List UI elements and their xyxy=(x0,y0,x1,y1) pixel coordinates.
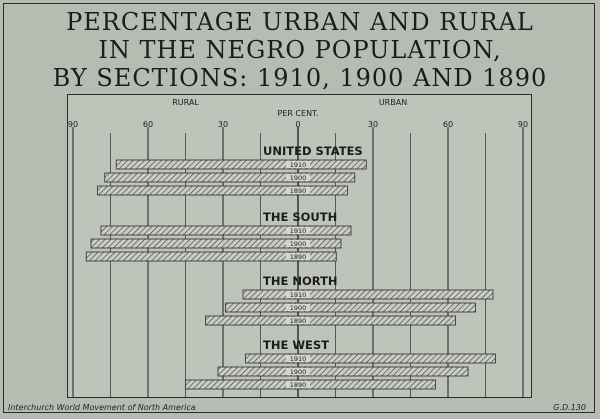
bar-year-label: 1890 xyxy=(289,187,307,196)
tick-label: 0 xyxy=(295,120,301,129)
bar-year-label: 1900 xyxy=(289,174,307,183)
rural-label: RURAL xyxy=(172,98,199,107)
bar xyxy=(243,290,493,299)
title-line-2: IN THE NEGRO POPULATION, xyxy=(98,36,502,64)
bar-year-label: 1890 xyxy=(289,381,307,390)
chart-code: G.D.130 xyxy=(553,403,586,412)
group-label: THE NORTH xyxy=(263,274,338,288)
tick-label: 90 xyxy=(517,120,529,129)
bar-year-label: 1910 xyxy=(289,161,307,170)
urban-label: URBAN xyxy=(378,98,408,107)
bar-year-label: 1890 xyxy=(289,253,307,262)
bar-year-label: 1910 xyxy=(289,291,307,300)
bar xyxy=(246,354,496,363)
bar xyxy=(186,380,436,389)
bar xyxy=(105,173,355,182)
per-cent-label: PER CENT. xyxy=(277,109,319,118)
bar-year-label: 1910 xyxy=(289,355,307,364)
group-label: THE WEST xyxy=(263,338,329,352)
plot-area xyxy=(67,94,532,398)
bar-year-label: 1900 xyxy=(289,368,307,377)
tick-label: 60 xyxy=(142,120,154,129)
group-label: THE SOUTH xyxy=(263,210,338,224)
bar-year-label: 1910 xyxy=(289,227,307,236)
bar-year-label: 1900 xyxy=(289,304,307,313)
bar xyxy=(226,303,476,312)
bar xyxy=(101,226,351,235)
bar-year-label: 1900 xyxy=(289,240,307,249)
bar xyxy=(218,367,468,376)
tick-label: 90 xyxy=(68,120,79,129)
chart-svg xyxy=(68,95,531,397)
bar-year-label: 1890 xyxy=(289,317,307,326)
title-line-1: PERCENTAGE URBAN AND RURAL xyxy=(66,8,534,36)
title-line-3: BY SECTIONS: 1910, 1900 AND 1890 xyxy=(52,64,548,92)
credit-text: Interchurch World Movement of North America xyxy=(8,403,196,412)
bar xyxy=(116,160,366,169)
bar xyxy=(206,316,456,325)
tick-label: 30 xyxy=(367,120,379,129)
tick-label: 30 xyxy=(217,120,229,129)
group-label: UNITED STATES xyxy=(263,144,363,158)
tick-label: 60 xyxy=(442,120,454,129)
